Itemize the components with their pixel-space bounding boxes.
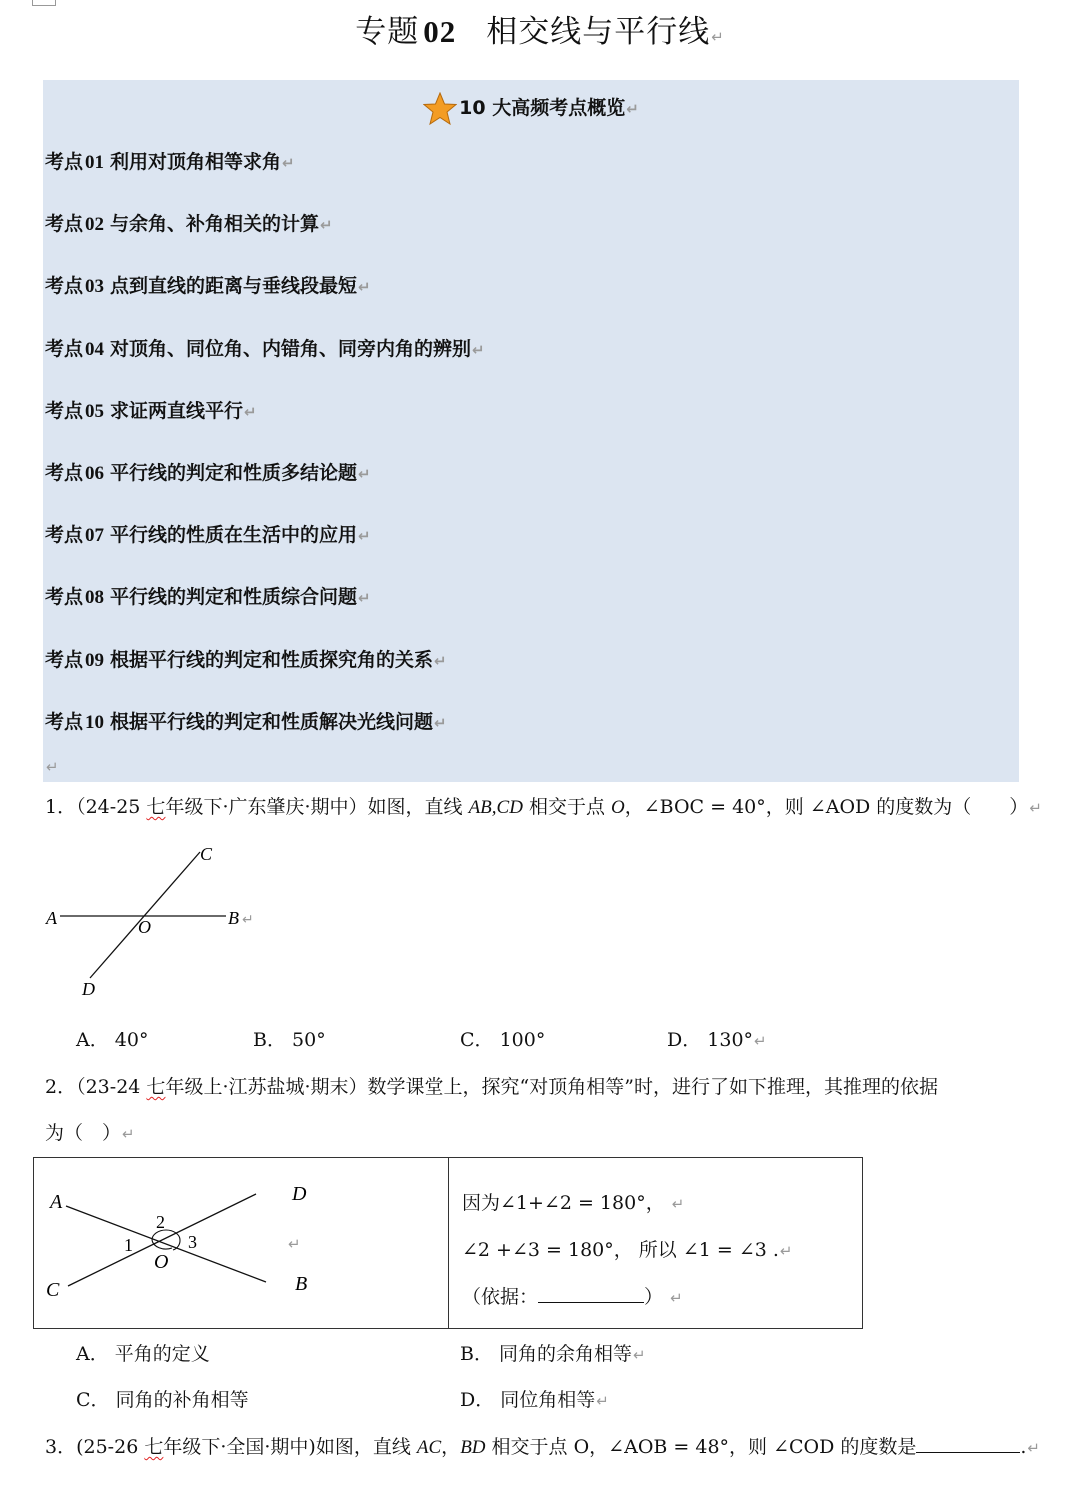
item-text: 对顶角、同位角、内错角、同旁内角的辨别 bbox=[110, 337, 472, 360]
overview-item[interactable] bbox=[45, 644, 485, 706]
item-code: 01 bbox=[85, 152, 105, 173]
reason-2: ∠2 +∠3 = 180°， 所以 ∠1 = ∠3 . bbox=[462, 1239, 779, 1261]
option-value: 50° bbox=[292, 1029, 326, 1051]
page-title bbox=[0, 6, 1080, 51]
return-mark-icon: ↵ bbox=[633, 1346, 646, 1364]
item-prefix: 考点 bbox=[45, 213, 84, 236]
q1-source-rest: 年级下·广东肇庆·期中）如图，直线 bbox=[165, 796, 469, 818]
item-text: 与余角、补角相关的计算 bbox=[110, 213, 320, 236]
return-mark-icon: ↵ bbox=[434, 651, 447, 670]
q3-line-bd: BD bbox=[460, 1437, 486, 1458]
return-mark-icon: ↵ bbox=[754, 1032, 767, 1050]
option-letter: B． bbox=[460, 1343, 493, 1365]
item-prefix: 考点 bbox=[45, 399, 84, 422]
title-prefix: 专题 bbox=[355, 14, 420, 50]
label-c: C bbox=[46, 1279, 60, 1301]
q1-condition: ，∠BOC = 40°，则 ∠AOD 的度数为（ ） bbox=[624, 796, 1029, 818]
title-text: 相交线与平行线 bbox=[486, 14, 711, 50]
star-icon bbox=[423, 92, 457, 126]
item-text: 根据平行线的判定和性质探究角的关系 bbox=[110, 648, 434, 671]
item-code: 04 bbox=[85, 338, 105, 360]
label-2: 2 bbox=[156, 1212, 165, 1232]
label-b: B bbox=[295, 1273, 308, 1295]
item-prefix: 考点 bbox=[45, 710, 84, 733]
q3-mid: 相交于点 O，∠AOB = 48°，则 ∠COD 的度数是 bbox=[485, 1436, 917, 1458]
label-a: A bbox=[46, 908, 57, 928]
reason-3-open: （依据： bbox=[462, 1286, 539, 1308]
q1-number: 1． bbox=[45, 796, 77, 818]
item-prefix: 考点 bbox=[45, 275, 84, 298]
q1-figure bbox=[40, 838, 270, 1008]
reason-line-3 bbox=[462, 1274, 793, 1321]
q1-option-c[interactable] bbox=[460, 1025, 545, 1055]
overview-item[interactable] bbox=[45, 519, 485, 581]
return-mark-icon: ↵ bbox=[472, 340, 485, 359]
item-text: 平行线的判定和性质多结论题 bbox=[110, 461, 358, 484]
q3-number: 3． bbox=[45, 1436, 77, 1458]
reason-1: 因为∠1+∠2 = 180°， bbox=[462, 1192, 665, 1214]
item-prefix: 考点 bbox=[45, 524, 84, 547]
q2-stem bbox=[45, 1072, 938, 1102]
return-mark-icon: ↵ bbox=[779, 1242, 793, 1260]
table-divider bbox=[448, 1158, 449, 1328]
q2-reasoning bbox=[462, 1180, 793, 1321]
option-value: 同角的余角相等 bbox=[499, 1343, 633, 1365]
q2-figure bbox=[40, 1174, 330, 1314]
q3-source-rest: 年级下·全国·期中)如图，直线 bbox=[163, 1436, 417, 1458]
q1-source-open: （24-25 bbox=[76, 796, 147, 818]
overview-item[interactable] bbox=[45, 270, 485, 332]
overview-item[interactable] bbox=[45, 706, 485, 768]
item-text: 利用对顶角相等求角 bbox=[110, 151, 282, 173]
overview-item[interactable] bbox=[45, 581, 485, 643]
q2-option-b[interactable] bbox=[460, 1339, 646, 1370]
q1-grade-char: 七 bbox=[146, 796, 166, 818]
item-code: 06 bbox=[85, 462, 105, 484]
item-code: 10 bbox=[85, 711, 105, 733]
q2-number: 2． bbox=[45, 1076, 77, 1098]
item-code: 08 bbox=[85, 587, 105, 609]
label-a: A bbox=[50, 1191, 63, 1213]
return-mark-icon: ↵ bbox=[122, 1125, 135, 1143]
return-mark-icon: ↵ bbox=[46, 758, 59, 776]
q1-lines: AB,CD bbox=[468, 797, 523, 818]
item-code: 07 bbox=[85, 525, 105, 547]
return-mark-icon: ↵ bbox=[288, 1235, 301, 1253]
return-mark-icon: ↵ bbox=[670, 1289, 683, 1307]
overview-item[interactable] bbox=[45, 208, 485, 270]
label-o: O bbox=[154, 1251, 169, 1273]
q2-source-open: （23-24 bbox=[76, 1076, 147, 1098]
option-value: 40° bbox=[114, 1029, 149, 1051]
label-o: O bbox=[138, 917, 151, 937]
q3-comma: ， bbox=[441, 1436, 461, 1458]
q1-point: O bbox=[611, 797, 625, 818]
q1-stem bbox=[45, 792, 1042, 823]
option-letter: A． bbox=[76, 1029, 109, 1051]
item-code: 09 bbox=[85, 649, 105, 671]
return-mark-icon: ↵ bbox=[358, 527, 371, 546]
item-prefix: 考点 bbox=[45, 337, 84, 360]
option-value: 130° bbox=[707, 1029, 754, 1051]
q2-stem-cont bbox=[45, 1118, 135, 1149]
item-prefix: 考点 bbox=[45, 586, 84, 609]
return-mark-icon: ↵ bbox=[358, 278, 371, 297]
item-text: 点到直线的距离与垂线段最短 bbox=[110, 275, 358, 298]
item-code: 03 bbox=[85, 276, 105, 298]
return-mark-icon: ↵ bbox=[1027, 1439, 1040, 1457]
item-prefix: 考点 bbox=[45, 461, 84, 484]
overview-heading bbox=[43, 88, 1019, 129]
return-mark-icon: ↵ bbox=[671, 1195, 685, 1213]
return-mark-icon: ↵ bbox=[358, 589, 371, 608]
q3-end: . bbox=[1020, 1436, 1027, 1458]
overview-item[interactable] bbox=[45, 395, 485, 457]
option-value: 同角的补角相等 bbox=[115, 1389, 249, 1411]
reason-line-2 bbox=[462, 1227, 793, 1274]
return-mark-icon: ↵ bbox=[282, 154, 295, 172]
overview-item[interactable] bbox=[45, 333, 485, 395]
reason-blank[interactable] bbox=[538, 1284, 644, 1303]
q3-grade-char: 七 bbox=[144, 1436, 164, 1458]
q3-source-open: (25-26 bbox=[76, 1436, 145, 1458]
return-mark-icon: ↵ bbox=[242, 912, 254, 928]
q2-option-d[interactable] bbox=[460, 1385, 609, 1416]
return-mark-icon: ↵ bbox=[320, 216, 333, 235]
q3-stem bbox=[45, 1432, 1040, 1463]
label-d: D bbox=[82, 979, 95, 999]
item-text: 平行线的性质在生活中的应用 bbox=[110, 524, 358, 547]
option-letter: C． bbox=[460, 1029, 494, 1051]
q2-grade-char: 七 bbox=[146, 1076, 166, 1098]
q1-option-b[interactable] bbox=[253, 1025, 326, 1055]
label-c: C bbox=[200, 844, 213, 864]
label-1: 1 bbox=[124, 1235, 133, 1255]
option-letter: D． bbox=[667, 1029, 702, 1051]
item-code: 02 bbox=[85, 214, 105, 236]
option-letter: B． bbox=[253, 1029, 286, 1051]
option-value: 同位角相等 bbox=[500, 1389, 596, 1411]
return-mark-icon: ↵ bbox=[358, 464, 371, 483]
return-mark-icon: ↵ bbox=[434, 713, 447, 732]
return-mark-icon: ↵ bbox=[1029, 799, 1042, 817]
return-mark-icon: ↵ bbox=[596, 1392, 609, 1410]
label-d: D bbox=[292, 1183, 307, 1205]
q1-option-d[interactable] bbox=[667, 1025, 767, 1056]
return-mark-icon: ↵ bbox=[244, 402, 257, 421]
q1-option-a[interactable] bbox=[76, 1025, 148, 1055]
item-text: 求证两直线平行 bbox=[110, 399, 244, 422]
option-letter: D． bbox=[460, 1389, 495, 1411]
q2-continuation: 为（ ） bbox=[45, 1122, 122, 1144]
overview-item[interactable] bbox=[45, 146, 485, 208]
q2-source-rest: 年级上·江苏盐城·期末）数学课堂上，探究“对顶角相等”时，进行了如下推理，其推理的依据 bbox=[165, 1076, 938, 1098]
overview-box bbox=[43, 80, 1019, 782]
overview-heading-text: 10 大高频考点概览 bbox=[459, 97, 626, 119]
q2-table bbox=[33, 1157, 863, 1329]
option-letter: A． bbox=[76, 1343, 109, 1365]
label-b: B bbox=[228, 908, 239, 928]
item-prefix: 考点 bbox=[45, 151, 84, 173]
return-mark-icon: ↵ bbox=[626, 100, 639, 118]
reason-3-close: ） bbox=[644, 1286, 664, 1308]
option-value: 100° bbox=[499, 1029, 546, 1051]
item-code: 05 bbox=[85, 400, 105, 422]
title-number: 02 bbox=[423, 14, 457, 49]
overview-item[interactable] bbox=[45, 457, 485, 519]
label-3: 3 bbox=[188, 1232, 197, 1252]
q2-option-a[interactable] bbox=[76, 1339, 210, 1369]
q2-option-c[interactable] bbox=[76, 1385, 249, 1415]
line-cd bbox=[90, 852, 200, 978]
return-mark-icon: ↵ bbox=[711, 28, 725, 46]
option-value: 平角的定义 bbox=[114, 1343, 210, 1365]
q1-mid: 相交于点 bbox=[522, 796, 612, 818]
item-text: 平行线的判定和性质综合问题 bbox=[110, 586, 358, 609]
item-text: 根据平行线的判定和性质解决光线问题 bbox=[110, 710, 434, 733]
overview-list bbox=[45, 146, 485, 768]
q3-line-ac: AC bbox=[416, 1437, 442, 1458]
reason-line-1 bbox=[462, 1180, 793, 1227]
q3-answer-blank[interactable] bbox=[916, 1434, 1020, 1453]
option-letter: C． bbox=[76, 1389, 110, 1411]
item-prefix: 考点 bbox=[45, 648, 84, 671]
